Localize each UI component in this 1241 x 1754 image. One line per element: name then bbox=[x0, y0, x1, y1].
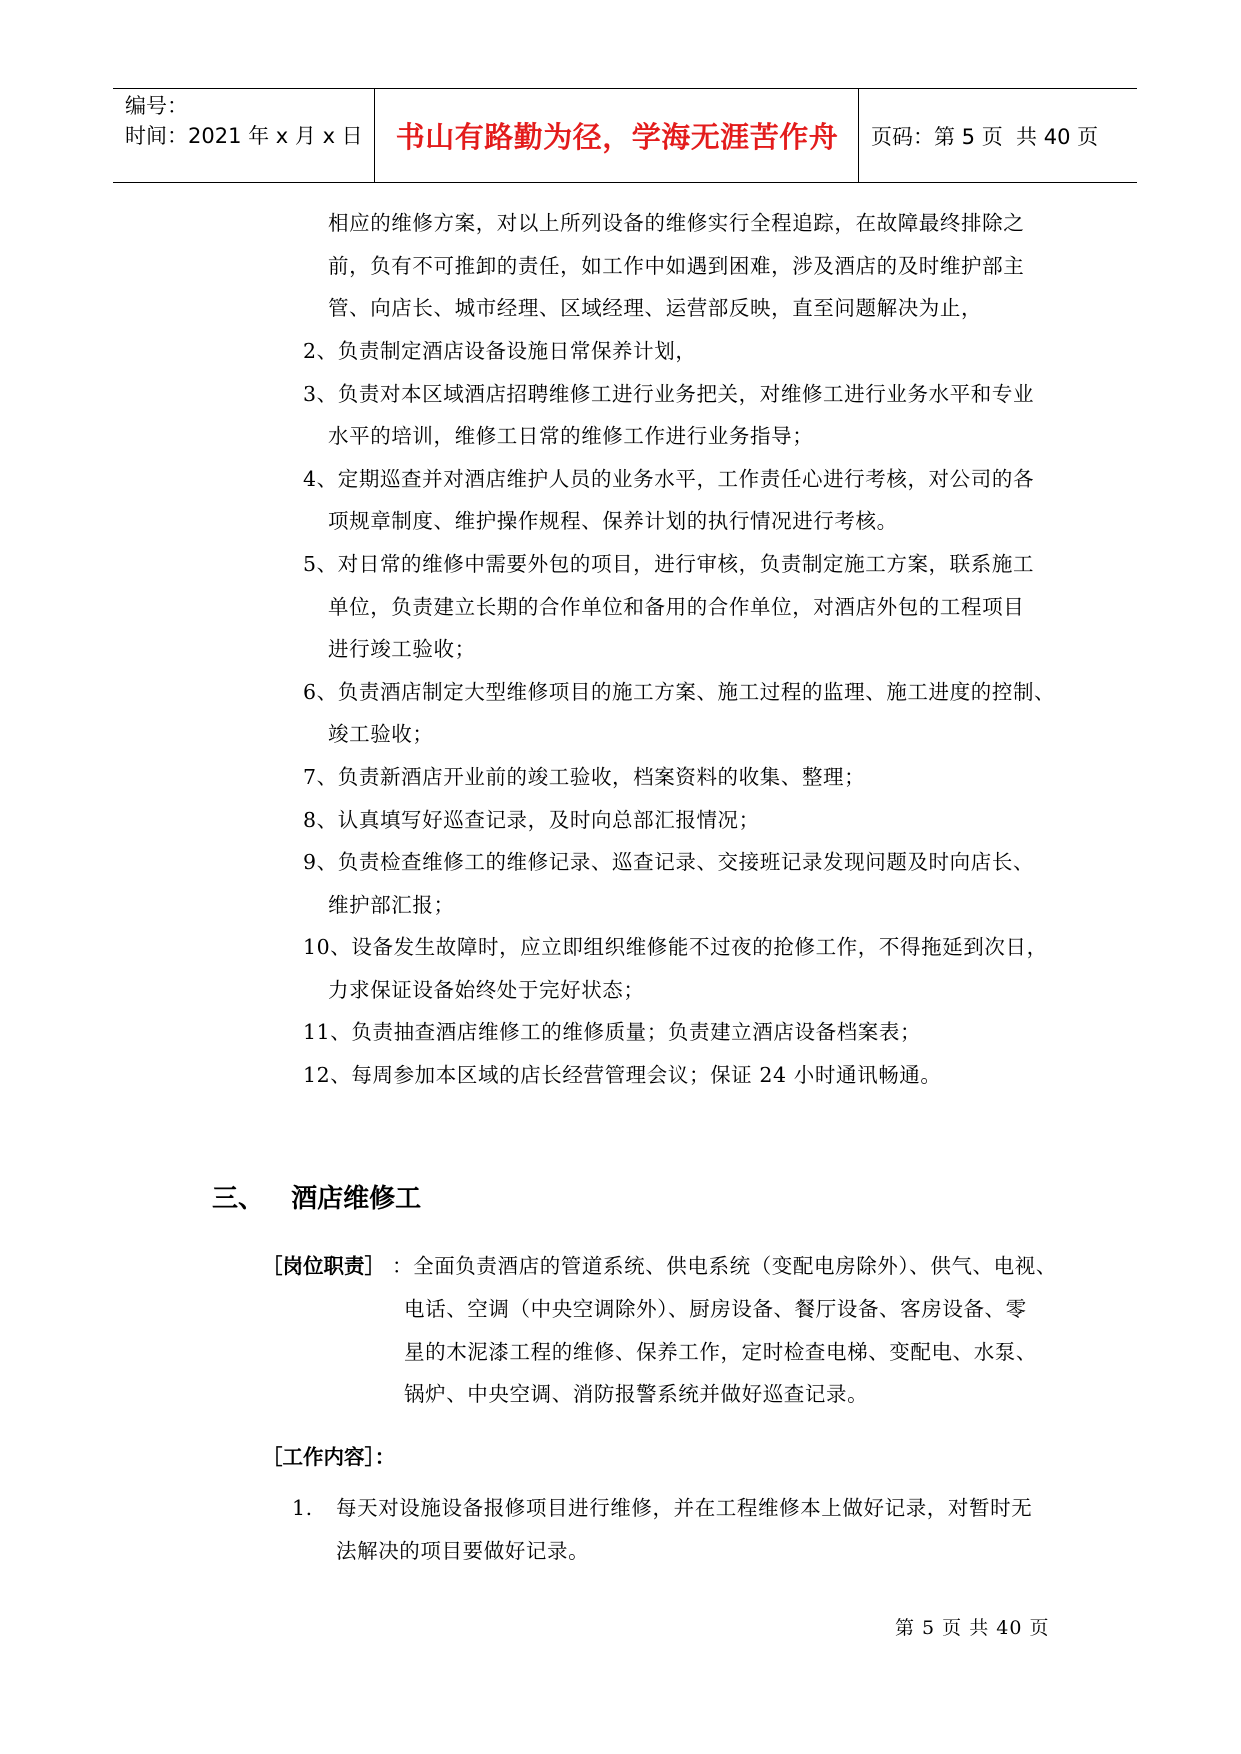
body-line: 维护部汇报； bbox=[328, 893, 455, 917]
body-line: 10、设备发生故障时，应立即组织维修能不过夜的抢修工作，不得拖延到次日， bbox=[303, 935, 1048, 959]
page-header bbox=[113, 88, 1137, 183]
duty-line: 电话、空调（中央空调除外）、厨房设备、餐厅设备、客房设备、零 bbox=[404, 1297, 1027, 1321]
body-line: 进行竣工验收； bbox=[328, 637, 476, 661]
page-footer: 第 5 页 共 40 页 bbox=[895, 1617, 1050, 1639]
header-time-label: 时间：2021 年 x 月 x 日 bbox=[125, 124, 363, 148]
body-line: 4、定期巡查并对酒店维护人员的业务水平，工作责任心进行考核，对公司的各 bbox=[303, 467, 1035, 491]
body-line: 管、向店长、城市经理、区域经理、运营部反映，直至问题解决为止， bbox=[328, 296, 983, 320]
body-line: 6、负责酒店制定大型维修项目的施工方案、施工过程的监理、施工进度的控制、 bbox=[303, 680, 1056, 704]
body-line: 9、负责检查维修工的维修记录、巡查记录、交接班记录发现问题及时向店长、 bbox=[303, 850, 1035, 874]
body-line: 11、负责抽查酒店维修工的维修质量；负责建立酒店设备档案表； bbox=[303, 1020, 922, 1044]
work-item-number: 1. bbox=[292, 1496, 313, 1520]
body-line: 相应的维修方案，对以上所列设备的维修实行全程追踪，在故障最终排除之 bbox=[328, 211, 1025, 235]
body-line: 项规章制度、维护操作规程、保养计划的执行情况进行考核。 bbox=[328, 509, 898, 533]
header-number-label: 编号： bbox=[125, 94, 188, 118]
body-line: 水平的培训，维修工日常的维修工作进行业务指导； bbox=[328, 424, 814, 448]
duty-line: 星的木泥漆工程的维修、保养工作，定时检查电梯、变配电、水泵、 bbox=[404, 1340, 1037, 1364]
header-meta bbox=[125, 91, 363, 151]
section-heading: 三、 酒店维修工 bbox=[212, 1184, 422, 1214]
body-line: 3、负责对本区域酒店招聘维修工进行业务把关，对维修工进行业务水平和专业 bbox=[303, 382, 1035, 406]
body-line: 8、认真填写好巡查记录，及时向总部汇报情况； bbox=[303, 808, 760, 832]
header-page-label: 页码：第 5 页 共 40 页 bbox=[871, 124, 1099, 149]
duty-label: ［岗位职责］ bbox=[262, 1254, 385, 1278]
body-line: 竣工验收； bbox=[328, 722, 434, 746]
header-divider bbox=[374, 89, 375, 182]
work-item-line: 法解决的项目要做好记录。 bbox=[336, 1539, 590, 1563]
header-motto: 书山有路勤为径，学海无涯苦作舟 bbox=[395, 120, 839, 154]
body-line: 2、负责制定酒店设备设施日常保养计划， bbox=[303, 339, 697, 363]
header-divider bbox=[858, 89, 859, 182]
work-item-line: 每天对设施设备报修项目进行维修，并在工程维修本上做好记录，对暂时无 bbox=[336, 1496, 1033, 1520]
work-label: ［工作内容］： bbox=[262, 1445, 396, 1469]
body-line: 5、对日常的维修中需要外包的项目，进行审核，负责制定施工方案，联系施工 bbox=[303, 552, 1035, 576]
duty-line: 锅炉、中央空调、消防报警系统并做好巡查记录。 bbox=[404, 1382, 869, 1406]
duty-line: ：全面负责酒店的管道系统、供电系统（变配电房除外）、供气、电视、 bbox=[392, 1254, 1057, 1278]
body-line: 12、每周参加本区域的店长经营管理会议；保证 24 小时通讯畅通。 bbox=[303, 1063, 942, 1087]
body-line: 力求保证设备始终处于完好状态； bbox=[328, 978, 645, 1002]
body-line: 前，负有不可推卸的责任，如工作中如遇到困难，涉及酒店的及时维护部主 bbox=[328, 254, 1025, 278]
body-line: 7、负责新酒店开业前的竣工验收，档案资料的收集、整理； bbox=[303, 765, 866, 789]
body-line: 单位，负责建立长期的合作单位和备用的合作单位，对酒店外包的工程项目 bbox=[328, 595, 1025, 619]
